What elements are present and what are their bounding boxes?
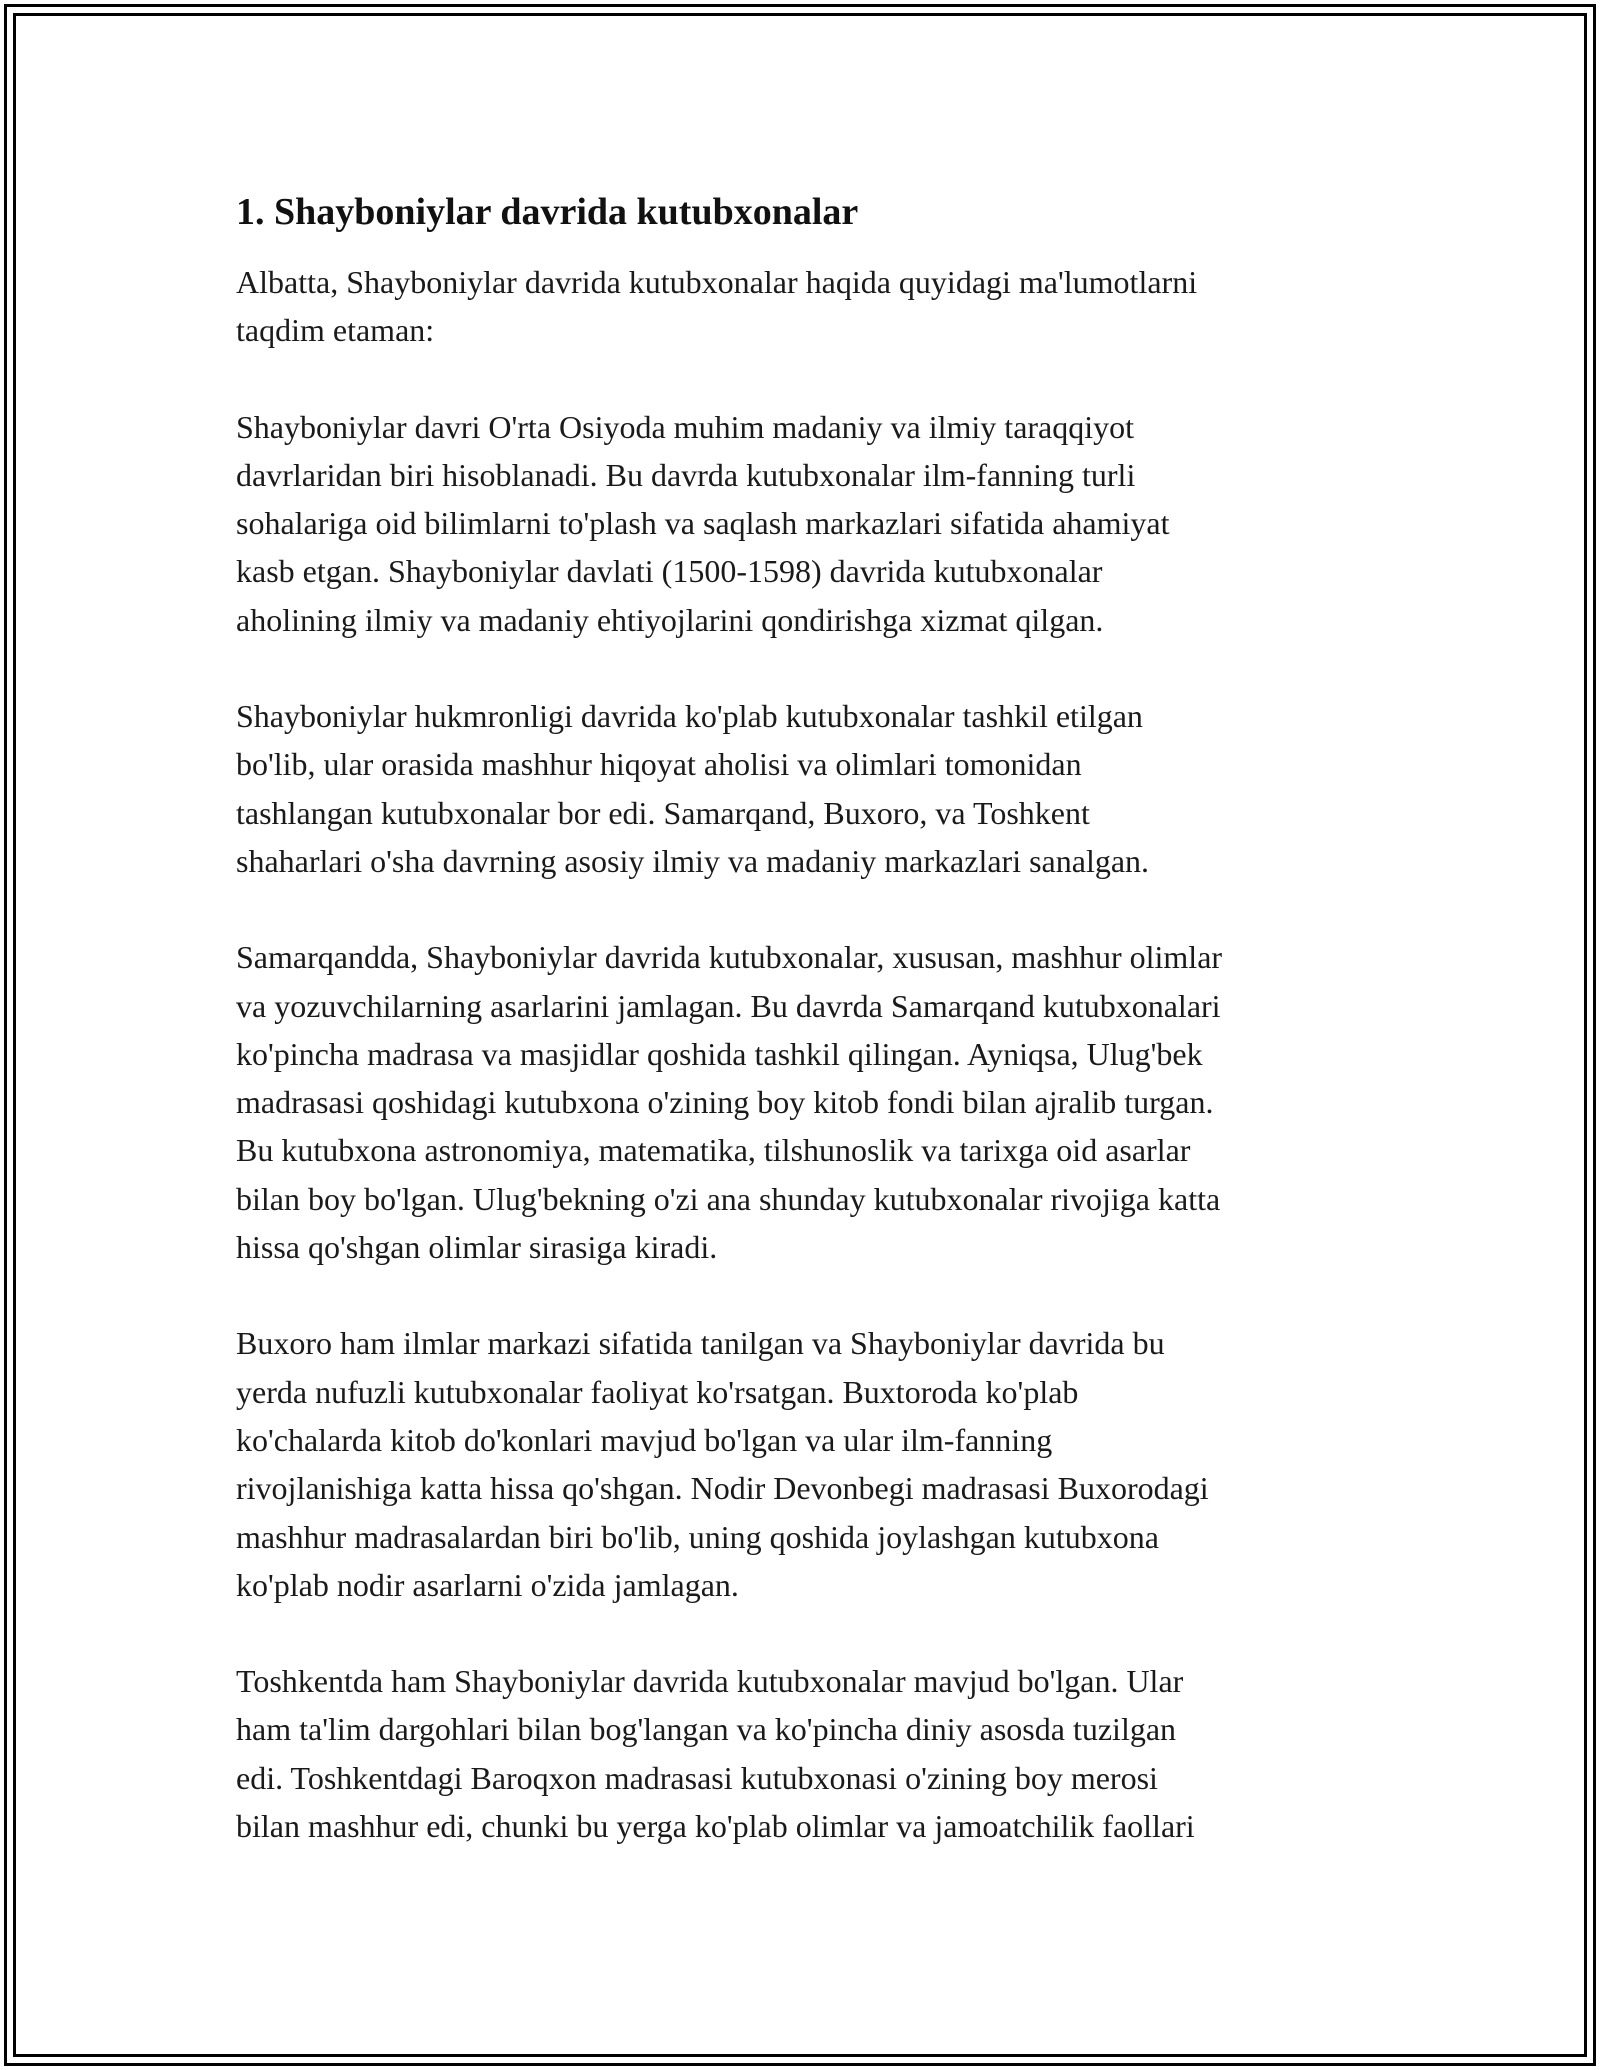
paragraph-line: Buxoro ham ilmlar markazi sifatida tanilgan va Shayboniylar davrida bu bbox=[236, 1325, 1165, 1362]
paragraph bbox=[236, 1657, 1376, 1850]
paragraph-line: hissa qo'shgan olimlar sirasiga kiradi. bbox=[236, 1229, 718, 1266]
paragraph bbox=[236, 258, 1376, 355]
paragraph-line: mashhur madrasalardan biri bo'lib, uning qoshida joylashgan kutubxona bbox=[236, 1518, 1159, 1555]
paragraph-line: tashlangan kutubxonalar bor edi. Samarqand, Buxoro, va Toshkent bbox=[236, 794, 1090, 831]
paragraph-line: bilan mashhur edi, chunki bu yerga ko'plab olimlar va jamoatchilik faollari bbox=[236, 1808, 1195, 1845]
paragraph-line: yerda nufuzli kutubxonalar faoliyat ko'rsatgan. Buxtoroda ko'plab bbox=[236, 1373, 1079, 1410]
paragraph-line: Shayboniylar hukmronligi davrida ko'plab kutubxonalar tashkil etilgan bbox=[236, 698, 1143, 735]
paragraph-line: kasb etgan. Shayboniylar davlati (1500-1598) davrida kutubxonalar bbox=[236, 553, 1103, 590]
section-title: 1. Shayboniylar davrida kutubxonalar bbox=[236, 191, 859, 233]
paragraph bbox=[236, 403, 1376, 644]
paragraph-line: davrlaridan biri hisoblanadi. Bu davrda kutubxonalar ilm-fanning turli bbox=[236, 456, 1136, 493]
paragraph-line: aholining ilmiy va madaniy ehtiyojlarini qondirishga xizmat qilgan. bbox=[236, 601, 1104, 638]
paragraph-line: va yozuvchilarning asarlarini jamlagan. Bu davrda Samarqand kutubxonalari bbox=[236, 987, 1221, 1024]
paragraph-line: Shayboniylar davri O'rta Osiyoda muhim madaniy va ilmiy taraqqiyot bbox=[236, 408, 1135, 445]
paragraph bbox=[236, 933, 1376, 1271]
document-body bbox=[236, 188, 1376, 1898]
paragraph-line: ko'chalarda kitob do'konlari mavjud bo'lgan va ular ilm-fanning bbox=[236, 1421, 1053, 1458]
paragraph-line: edi. Toshkentdagi Baroqxon madrasasi kutubxonasi o'zining boy merosi bbox=[236, 1759, 1158, 1796]
paragraph-line: madrasasi qoshidagi kutubxona o'zining boy kitob fondi bilan ajralib turgan. bbox=[236, 1084, 1214, 1121]
paragraph-line: ham ta'lim dargohlari bilan bog'langan va ko'pincha diniy asosda tuzilgan bbox=[236, 1711, 1177, 1748]
paragraph-line: shaharlari o'sha davrning asosiy ilmiy va madaniy markazlari sanalgan. bbox=[236, 842, 1150, 879]
paragraph-line: bilan boy bo'lgan. Ulug'bekning o'zi ana shunday kutubxonalar rivojiga katta bbox=[236, 1180, 1221, 1217]
paragraph bbox=[236, 692, 1376, 885]
paragraph-line: ko'plab nodir asarlarni o'zida jamlagan. bbox=[236, 1566, 739, 1603]
paragraph-line: Albatta, Shayboniylar davrida kutubxonalar haqida quyidagi ma'lumotlarni bbox=[236, 264, 1198, 300]
paragraph-line: sohalariga oid bilimlarni to'plash va saqlash markazlari sifatida ahamiyat bbox=[236, 505, 1170, 542]
paragraph-line: Bu kutubxona astronomiya, matematika, tilshunoslik va tarixga oid asarlar bbox=[236, 1132, 1191, 1169]
paragraph-line: Samarqandda, Shayboniylar davrida kutubxonalar, xususan, mashhur olimlar bbox=[236, 939, 1223, 976]
paragraph-line: bo'lib, ular orasida mashhur hiqoyat aholisi va olimlari tomonidan bbox=[236, 746, 1082, 783]
paragraph-line: rivojlanishiga katta hissa qo'shgan. Nodir Devonbegi madrasasi Buxorodagi bbox=[236, 1470, 1209, 1507]
paragraph-line: ko'pincha madrasa va masjidlar qoshida tashkil qilingan. Ayniqsa, Ulug'bek bbox=[236, 1035, 1203, 1072]
paragraph-list bbox=[236, 258, 1376, 1850]
paragraph-line: Toshkentda ham Shayboniylar davrida kutubxonalar mavjud bo'lgan. Ular bbox=[236, 1663, 1184, 1700]
paragraph bbox=[236, 1319, 1376, 1609]
paragraph-line: taqdim etaman: bbox=[236, 312, 435, 349]
